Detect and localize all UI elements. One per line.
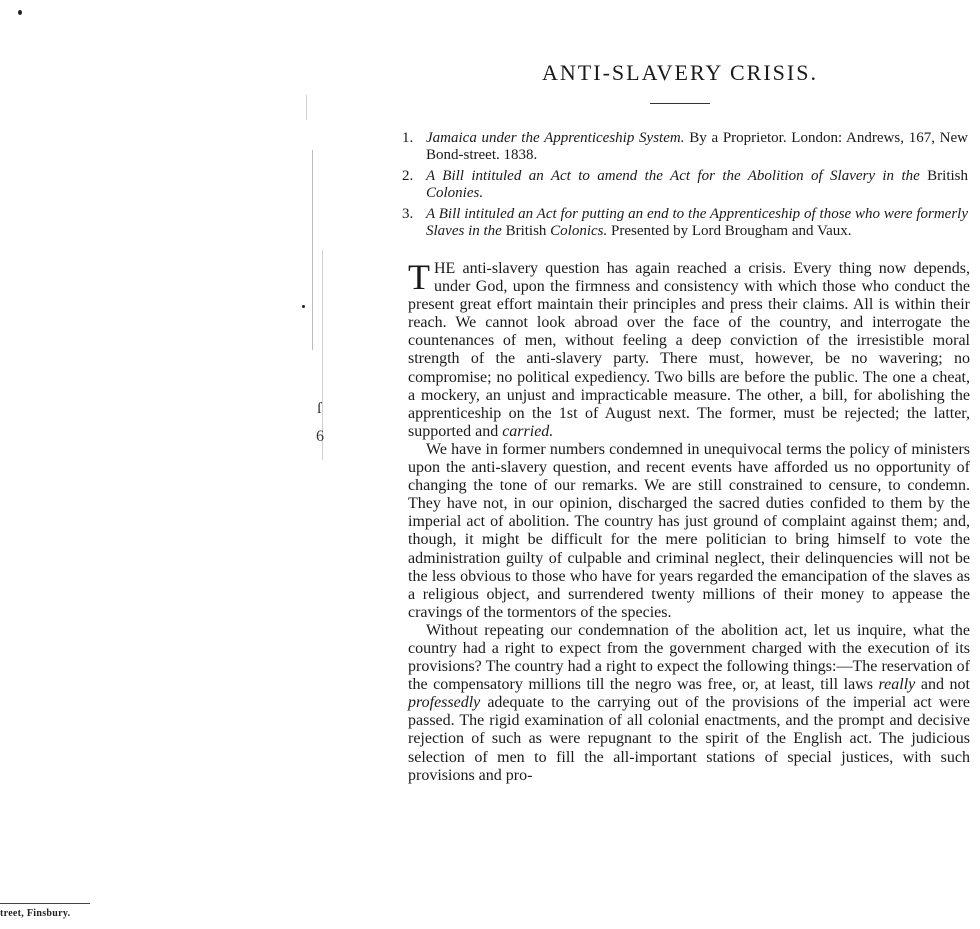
source-title-tail: Colonies. (426, 185, 484, 201)
source-title: Jamaica under the Apprenticeship System. (426, 130, 685, 146)
article-body (408, 257, 971, 785)
ink-speck (302, 305, 305, 308)
source-item (402, 206, 968, 240)
source-details: By a Proprietor. London: Andrews, 167, New Bond-street. 1838. (426, 130, 968, 163)
footer-rule (0, 903, 90, 904)
emphasis: really (878, 676, 916, 694)
drop-cap: T (408, 257, 430, 297)
article-title: ANTI-SLAVERY CRISIS. (542, 60, 818, 85)
gutter-mark: 6 (316, 428, 324, 445)
emphasis: carried. (502, 422, 554, 440)
paragraph-text: HE anti-slavery question has again reached a crisis. Every thing now depends, under God, upon the firmness and consistency with which those who conduct the present great effort maintain their principles and press their claims. All is within their reach. We cannot look abroad over the face of the country, and interrogate the countenances of men, without feeling a deep conviction of the irresistible moral strength of the anti-slavery party. There must, however, be no wavering; no compromise; no political expediency. Two bills are before the public. The one a cheat, a mockery, an unjust and impracticable measure. The other, a bill, for abolishing the apprenticeship on the 1st of August next. The former, must be rejected; the latter, supported and (408, 260, 970, 440)
gutter-line (312, 150, 313, 350)
paragraph-text: and not (915, 676, 971, 694)
source-details: British (919, 168, 969, 184)
title-rule (650, 103, 710, 104)
source-presenter: Presented by Lord Brougham and Vaux. (607, 223, 852, 239)
source-title-tail: Colonics. (550, 223, 608, 239)
source-item (402, 130, 968, 164)
paragraph: We have in former numbers condemned in unequivocal terms the policy of ministers upon the anti-slavery question, and recent events have afforded us no opportunity of changing the tone of our remarks. We are still constrained to censure, to condemn. They have not, in our opinion, discharged the sacred duties confided to them by the imperial act of abolition. The country has just ground of complaint against them; and, though, it might be difficult for the mere politician to bring himself to vote the administration guilty of culpable and criminal neglect, their delinquencies will not be the less obvious to those who have for years regarded the emancipation of the slaves as a religious object, and surrendered twenty millions of their money to appease the cravings of the tormentors of the species. (408, 440, 970, 621)
gutter-line (306, 95, 307, 120)
source-number: 2. (402, 168, 414, 184)
gutter-mark: ſ (317, 400, 322, 417)
paragraph-text: adequate to the carrying out of the provisions of the imperial act were passed. The rigid examination of all colonial enactments, and the prompt and decisive rejection of such as were repugnant to the spirit of the English act. The judicious selection of men to fill the all-important stations of special justices, with such provisions and pro- (408, 694, 970, 784)
source-details: British (501, 223, 551, 239)
source-title: A Bill intituled an Act for putting an end to the Apprenticeship of those who were formerly Slaves in the (426, 206, 968, 239)
source-number: 3. (402, 206, 414, 222)
ink-speck (18, 10, 22, 15)
paragraph-text: Without repeating our condemnation of the abolition act, let us inquire, what the country had a right to expect from the government charged with the execution of its provisions? The country had a right to expect the following things:—The reservation of the compensatory millions till the negro was free, or, at least, till laws (408, 621, 970, 694)
footer-imprint: treet, Finsbury. (0, 908, 71, 919)
source-list (402, 130, 968, 244)
paragraph (408, 257, 970, 441)
emphasis: professedly (408, 694, 481, 712)
source-item (402, 168, 968, 202)
source-number: 1. (402, 130, 414, 146)
source-title: A Bill intituled an Act to amend the Act for the Abolition of Slavery in the (426, 168, 920, 184)
paragraph (408, 622, 970, 785)
